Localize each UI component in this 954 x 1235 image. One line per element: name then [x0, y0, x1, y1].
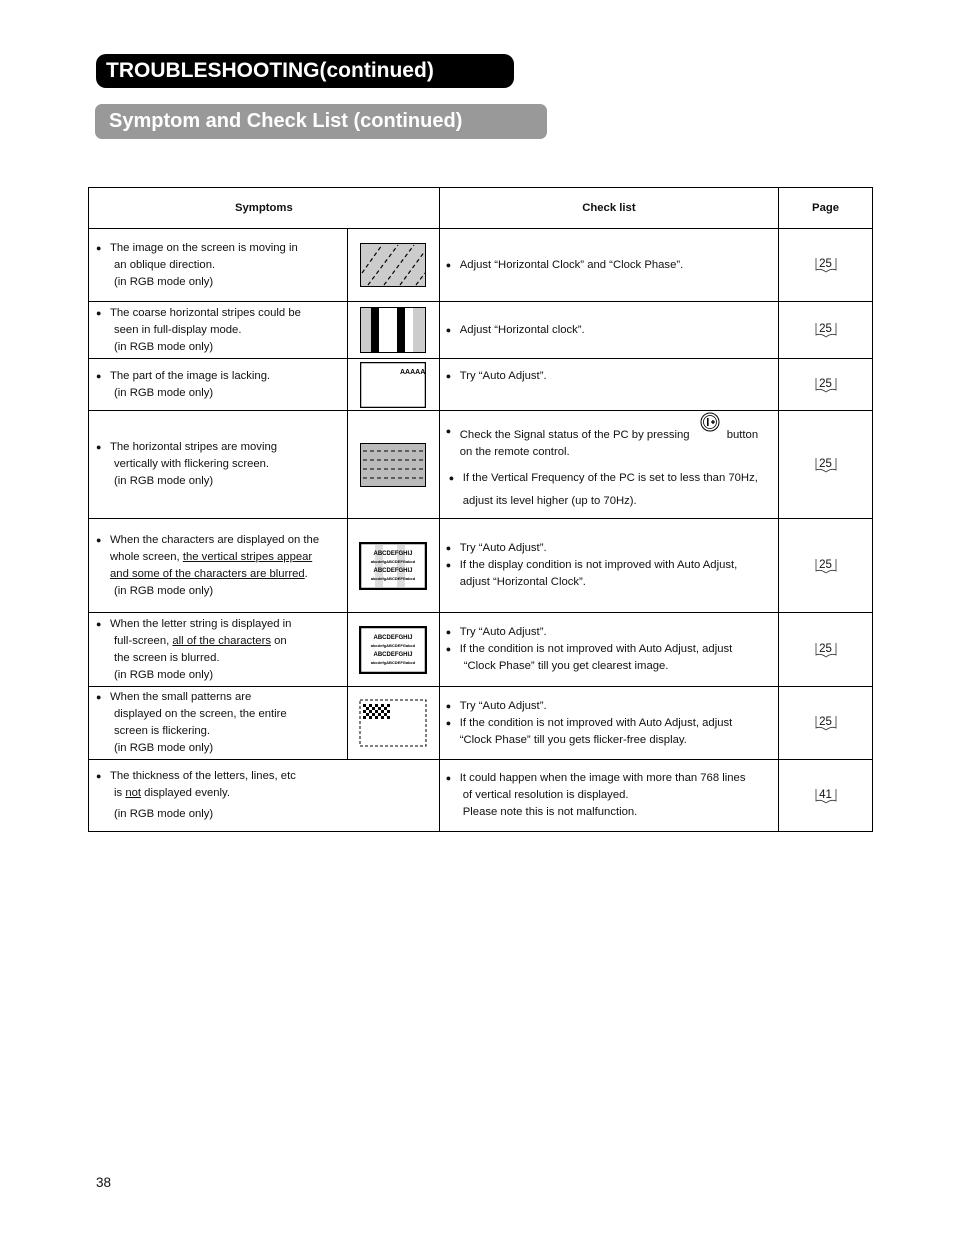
symptom-cell: ● When the small patterns are displayed on the screen, the entire screen is flickering. (in RGB mode only) — [89, 687, 348, 760]
page-ref[interactable]: 25 — [815, 457, 837, 473]
checklist-cell: ● Try “Auto Adjust”. ● If the display condition is not improved with Auto Adjust, adjust “Horizontal Clock”. — [439, 519, 778, 613]
section-subtitle: Symptom and Check List (continued) — [95, 104, 547, 139]
page-ref-cell — [779, 411, 873, 519]
symptom-cell: ● When the letter string is displayed in full-screen, all of the characters on the screen is blurred. (in RGB mode only) — [89, 613, 348, 687]
section-title: TROUBLESHOOTING(continued) — [96, 54, 514, 88]
svg-text:AAAAA: AAAAA — [400, 368, 426, 376]
symptom-cell: ● The thickness of the letters, lines, etc is not displayed evenly. (in RGB mode only) — [89, 760, 440, 832]
page-ref-cell — [779, 519, 873, 613]
blurred-string-icon — [359, 626, 427, 674]
header-page: Page — [779, 188, 873, 229]
page-ref[interactable]: 25 — [815, 377, 837, 393]
page-ref-cell — [779, 760, 873, 832]
table-row — [89, 687, 873, 760]
checklist-cell: ● Adjust “Horizontal clock”. — [439, 302, 778, 359]
table-row — [89, 229, 873, 302]
table-row — [89, 519, 873, 613]
dashed-stripes-icon — [360, 443, 426, 487]
thumbnail-cell — [347, 613, 439, 687]
thumbnail-cell — [347, 411, 439, 519]
symptom-cell: ● When the characters are displayed on the whole screen, the vertical stripes appear and some of the characters are blurred. (in RGB mode only) — [89, 519, 348, 613]
page-ref-cell — [779, 359, 873, 411]
thumbnail-cell — [347, 687, 439, 760]
table-row — [89, 359, 873, 411]
page-ref[interactable]: 25 — [815, 558, 837, 574]
page-ref[interactable]: 25 — [815, 715, 837, 731]
checklist-cell: ● Try “Auto Adjust”. ● If the condition is not improved with Auto Adjust, adjust “Clock Phase” till you gets flicker-free display. — [439, 687, 778, 760]
svg-text:ABCDEFGHIJ: ABCDEFGHIJ — [373, 567, 413, 574]
page-ref[interactable]: 25 — [815, 322, 837, 338]
header-symptoms: Symptoms — [89, 188, 440, 229]
page-ref-cell — [779, 229, 873, 302]
table-row — [89, 613, 873, 687]
page-ref[interactable]: 25 — [815, 257, 837, 273]
table-header-row — [89, 188, 873, 229]
header-checklist: Check list — [439, 188, 778, 229]
checklist-cell: ● Adjust “Horizontal Clock” and “Clock Phase”. — [439, 229, 778, 302]
checklist-cell: ● Try “Auto Adjust”. — [439, 359, 778, 411]
svg-text:ABCDEFGHIJ: ABCDEFGHIJ — [373, 651, 413, 658]
vertical-bars-icon — [360, 307, 426, 353]
svg-text:abcdefgABCDEFGabcd: abcdefgABCDEFGabcd — [371, 659, 416, 665]
symptom-cell: ● The image on the screen is moving in an oblique direction. (in RGB mode only) — [89, 229, 348, 302]
page-ref-cell — [779, 687, 873, 760]
page-ref-cell — [779, 302, 873, 359]
page-ref-cell — [779, 613, 873, 687]
page-number: 38 — [96, 1175, 112, 1190]
checklist-cell: ● Try “Auto Adjust”. ● If the condition is not improved with Auto Adjust, adjust “Clock Phase” till you get clearest image. — [439, 613, 778, 687]
thumbnail-cell — [347, 359, 439, 411]
checklist-cell: ● Check the Signal status of the PC by pressing button on the remote control. ● If the Vertical Frequency of the PC is set to less than 70Hz, adjust its level higher (up to 70Hz). — [439, 411, 778, 519]
svg-text:abcdefgABCDEFGabcd: abcdefgABCDEFGabcd — [371, 642, 416, 648]
table-row — [89, 411, 873, 519]
table-row — [89, 302, 873, 359]
table-row — [89, 760, 873, 832]
symptom-table — [88, 187, 873, 832]
thumbnail-cell — [347, 229, 439, 302]
svg-text:abcdefgABCDEFGabcd: abcdefgABCDEFGabcd — [371, 558, 416, 564]
svg-text:ABCDEFGHIJ: ABCDEFGHIJ — [373, 550, 413, 557]
page-ref[interactable]: 41 — [815, 788, 837, 804]
thumbnail-cell — [347, 302, 439, 359]
thumbnail-cell — [347, 519, 439, 613]
svg-text:ABCDEFGHIJ: ABCDEFGHIJ — [373, 634, 413, 641]
oblique-lines-icon — [360, 243, 426, 287]
symptom-cell: ● The horizontal stripes are moving vertically with flickering screen. (in RGB mode only) — [89, 411, 348, 519]
symptom-cell: ● The part of the image is lacking. (in RGB mode only) — [89, 359, 348, 411]
page-ref[interactable]: 25 — [815, 642, 837, 658]
info-button-icon — [699, 412, 721, 432]
cropped-text-icon — [360, 362, 426, 408]
checker-pattern-icon — [359, 699, 427, 747]
blurred-characters-icon — [359, 542, 427, 590]
svg-text:abcdefgABCDEFGabcd: abcdefgABCDEFGabcd — [371, 575, 416, 581]
symptom-cell: ● The coarse horizontal stripes could be seen in full-display mode. (in RGB mode only) — [89, 302, 348, 359]
checklist-cell: ● It could happen when the image with more than 768 lines of vertical resolution is displayed. Please note this is not malfunction. — [439, 760, 778, 832]
